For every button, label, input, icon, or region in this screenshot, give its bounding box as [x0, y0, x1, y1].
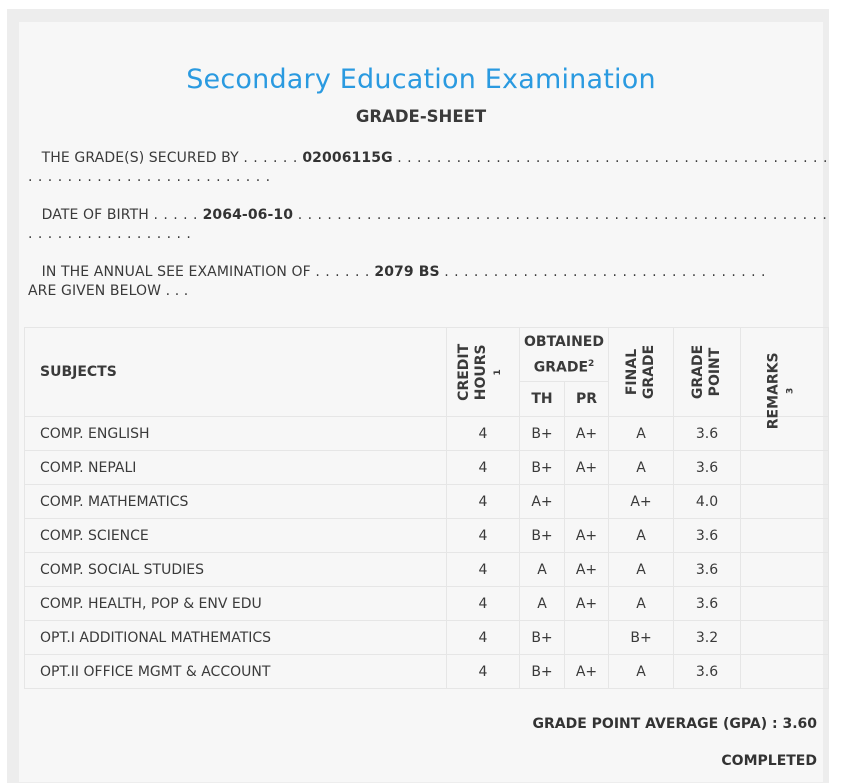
header-row: [25, 328, 829, 382]
final-grade-cell: A: [609, 519, 674, 553]
final-grade-cell: A+: [609, 485, 674, 519]
table-row: [25, 655, 829, 689]
registration-number: 02006115G: [302, 150, 393, 166]
th-grade-cell: A: [520, 553, 565, 587]
exam-leader: . . . . . .: [315, 264, 370, 280]
remarks-cell: [741, 621, 829, 655]
credit-cell: 4: [447, 655, 520, 689]
obtained-grade-header: OBTAINED GRADE$^2$: [520, 328, 609, 382]
final-grade-cell: A: [609, 451, 674, 485]
credit-cell: 4: [447, 553, 520, 587]
th-grade-cell: B+: [520, 519, 565, 553]
remarks-cell: [741, 553, 829, 587]
grade-point-cell: 3.6: [674, 451, 741, 485]
pr-grade-cell: A+: [565, 519, 609, 553]
th-grade-cell: B+: [520, 621, 565, 655]
subject-cell: COMP. SOCIAL STUDIES: [25, 553, 447, 587]
credit-hours-header: CREDIT HOURS $^1$: [447, 328, 520, 417]
secured-by-trailer: . . . . . . . . . . . . . . . . . . . . . . . . . . . . . . . . . . . . . . . . . . . . . . . . . . . . . . . . . . . . . . . . . . . . .: [28, 150, 828, 185]
credit-cell: 4: [447, 417, 520, 451]
pr-grade-cell: A+: [565, 417, 609, 451]
th-grade-cell: A+: [520, 485, 565, 519]
pr-grade-cell: [565, 621, 609, 655]
dob-trailer: . . . . . . . . . . . . . . . . . . . . . . . . . . . . . . . . . . . . . . . . . . . . . . . . . . . . . . . . . . . . . . . . . . . . . . .: [28, 207, 828, 242]
grade-point-header: GRADE POINT: [674, 328, 741, 417]
exam-year: 2079 BS: [374, 264, 440, 280]
secured-by-line: [28, 149, 828, 187]
subject-cell: COMP. HEALTH, POP & ENV EDU: [25, 587, 447, 621]
grade-point-cell: 3.2: [674, 621, 741, 655]
credit-cell: 4: [447, 519, 520, 553]
exam-line: [28, 263, 828, 301]
grade-point-cell: 3.6: [674, 417, 741, 451]
table-row: [25, 451, 829, 485]
gpa-summary: GRADE POINT AVERAGE (GPA) : 3.60: [532, 716, 817, 732]
table-row: [25, 621, 829, 655]
credit-cell: 4: [447, 451, 520, 485]
table-row: [25, 485, 829, 519]
remarks-cell: [741, 587, 829, 621]
sheet-subtitle: GRADE-SHEET: [355, 107, 487, 126]
remarks-cell: [741, 519, 829, 553]
grade-point-cell: 3.6: [674, 553, 741, 587]
credit-cell: 4: [447, 587, 520, 621]
page-frame: [7, 9, 829, 783]
dob-label: DATE OF BIRTH: [41, 207, 149, 223]
dob-value: 2064-06-10: [202, 207, 294, 223]
remarks-cell: [741, 485, 829, 519]
result-status: COMPLETED: [721, 753, 817, 769]
subject-cell: COMP. ENGLISH: [25, 417, 447, 451]
pr-grade-cell: A+: [565, 451, 609, 485]
secured-by-label: THE GRADE(S) SECURED BY: [41, 150, 239, 166]
remarks-cell: [741, 655, 829, 689]
th-grade-cell: A: [520, 587, 565, 621]
pr-header: PR: [565, 382, 609, 417]
final-grade-cell: A: [609, 587, 674, 621]
subject-cell: COMP. NEPALI: [25, 451, 447, 485]
th-grade-cell: B+: [520, 451, 565, 485]
grade-point-cell: 4.0: [674, 485, 741, 519]
subject-cell: COMP. MATHEMATICS: [25, 485, 447, 519]
credit-cell: 4: [447, 485, 520, 519]
remarks-header: REMARKS $^3$: [741, 328, 829, 417]
secured-by-leader: . . . . . .: [243, 150, 298, 166]
dob-line: [28, 206, 828, 244]
grade-point-cell: 3.6: [674, 655, 741, 689]
pr-grade-cell: A+: [565, 553, 609, 587]
final-grade-cell: A: [609, 655, 674, 689]
th-grade-cell: B+: [520, 417, 565, 451]
th-grade-cell: B+: [520, 655, 565, 689]
final-grade-header: FINAL GRADE: [609, 328, 674, 417]
table-row: [25, 519, 829, 553]
remarks-cell: [741, 451, 829, 485]
pr-grade-cell: [565, 485, 609, 519]
final-grade-cell: A: [609, 553, 674, 587]
grades-table: [24, 327, 829, 689]
subject-cell: COMP. SCIENCE: [25, 519, 447, 553]
credit-cell: 4: [447, 621, 520, 655]
pr-grade-cell: A+: [565, 587, 609, 621]
th-header: TH: [520, 382, 565, 417]
exam-trailer: . . . . . . . . . . . . . . . . . . . . . . . . . . . . . . . . .: [444, 264, 766, 280]
final-grade-cell: B+: [609, 621, 674, 655]
table-row: [25, 553, 829, 587]
subject-cell: OPT.II OFFICE MGMT & ACCOUNT: [25, 655, 447, 689]
exam-label: IN THE ANNUAL SEE EXAMINATION OF: [41, 264, 311, 280]
subject-cell: OPT.I ADDITIONAL MATHEMATICS: [25, 621, 447, 655]
grade-point-cell: 3.6: [674, 587, 741, 621]
final-grade-cell: A: [609, 417, 674, 451]
table-row: [25, 417, 829, 451]
pr-grade-cell: A+: [565, 655, 609, 689]
exam-tail: ARE GIVEN BELOW . . .: [28, 283, 189, 299]
dob-leader: . . . . .: [153, 207, 198, 223]
exam-title: Secondary Education Examination: [186, 64, 656, 95]
grade-sheet-card: [19, 22, 828, 782]
subjects-header: SUBJECTS: [25, 328, 447, 417]
grade-point-cell: 3.6: [674, 519, 741, 553]
table-row: [25, 587, 829, 621]
